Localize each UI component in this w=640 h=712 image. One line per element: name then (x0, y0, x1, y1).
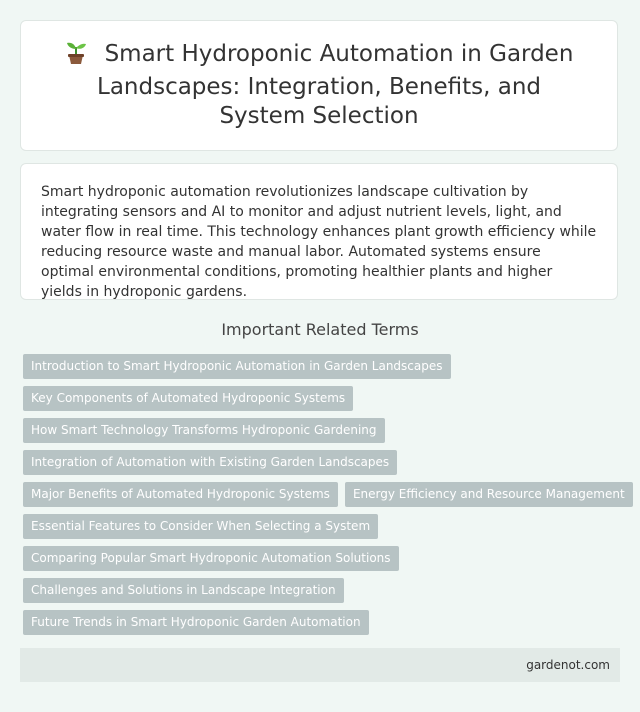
tag-major-benefits[interactable]: Major Benefits of Automated Hydroponic Systems (23, 482, 338, 507)
page-title-text: Smart Hydroponic Automation in Garden Landscapes: Integration, Benefits, and System Selection (97, 41, 574, 129)
tag-essential-features[interactable]: Essential Features to Consider When Selecting a System (23, 514, 378, 539)
tag-row (23, 386, 618, 411)
tag-future-trends[interactable]: Future Trends in Smart Hydroponic Garden Automation (23, 610, 369, 635)
site-name[interactable]: gardenot.com (526, 658, 610, 672)
tag-smart-technology[interactable]: How Smart Technology Transforms Hydroponic Gardening (23, 418, 385, 443)
tag-introduction[interactable]: Introduction to Smart Hydroponic Automation in Garden Landscapes (23, 354, 451, 379)
tag-energy-efficiency[interactable]: Energy Efficiency and Resource Management (345, 482, 633, 507)
tag-row (23, 450, 618, 475)
tag-row (23, 514, 618, 539)
tag-row (23, 546, 618, 571)
footer (20, 648, 620, 682)
tag-key-components[interactable]: Key Components of Automated Hydroponic Systems (23, 386, 353, 411)
summary-card (20, 163, 618, 300)
page-title (51, 40, 587, 131)
tag-challenges[interactable]: Challenges and Solutions in Landscape Integration (23, 578, 344, 603)
tag-row (23, 578, 618, 603)
related-terms-list (23, 354, 625, 642)
summary-text: Smart hydroponic automation revolutionizes landscape cultivation by integrating sensors and AI to monitor and adjust nutrient levels, light, and water flow in real time. This technology enhances plant growth efficiency while reducing resource waste and manual labor. Automated systems ensure optimal environmental conditions, promoting healthier plants and higher yields in hydroponic gardens. (41, 184, 597, 300)
tag-row (23, 610, 618, 635)
tag-row (23, 418, 618, 443)
sprout-icon (65, 41, 87, 73)
title-card (20, 20, 618, 151)
tag-row (23, 482, 625, 507)
tag-row (23, 354, 618, 379)
related-terms-heading: Important Related Terms (221, 320, 419, 339)
tag-integration[interactable]: Integration of Automation with Existing Garden Landscapes (23, 450, 397, 475)
tag-comparing-solutions[interactable]: Comparing Popular Smart Hydroponic Automation Solutions (23, 546, 399, 571)
